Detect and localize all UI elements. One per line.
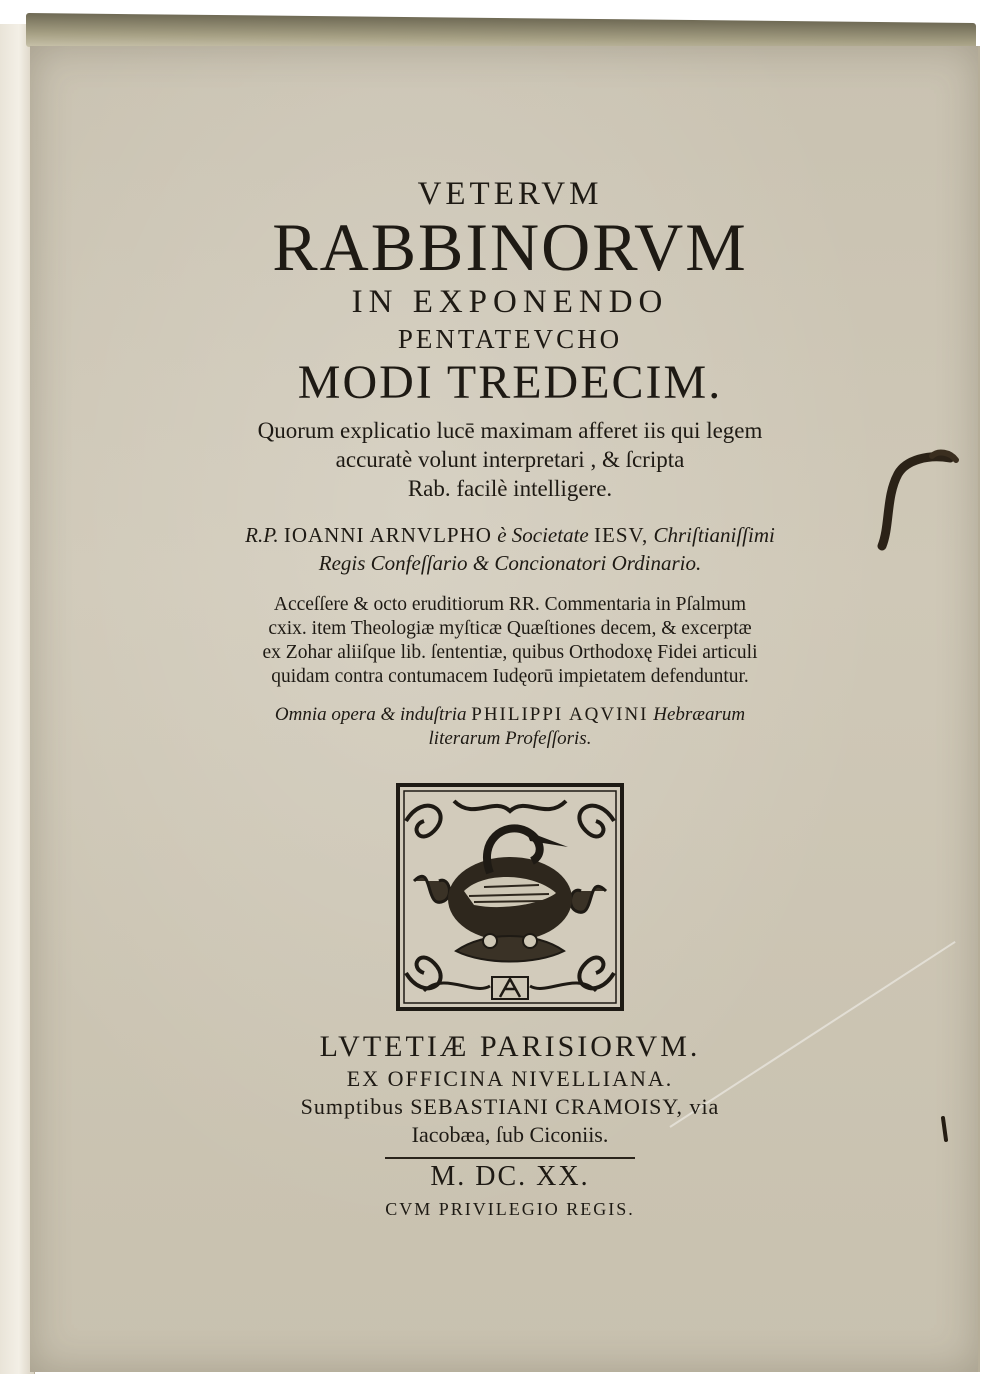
printer-device-woodcut xyxy=(394,781,626,1013)
dedication-christianissimi: Chriſtianiſſimi xyxy=(653,523,775,547)
title-line-rabbinorum: RABBINORVM xyxy=(272,209,748,285)
imprint-year: M. DC. XX. xyxy=(430,1161,590,1192)
description-line: Quorum explicatio lucē maximam afferet iis qui legem xyxy=(257,418,763,443)
dedication-block xyxy=(160,521,860,577)
dedication-line-2: Regis Confeſſario & Concionatori Ordinario. xyxy=(318,551,702,575)
title-page-text xyxy=(160,166,860,1221)
ink-tick-mark xyxy=(938,1116,952,1144)
title-page xyxy=(30,46,980,1372)
editor-credit-prefix: Omnia opera & induſtria xyxy=(274,704,467,725)
imprint-city: LVTETIÆ PARISIORVM. xyxy=(319,1030,701,1063)
dedication-iesu: IESV, xyxy=(594,523,649,547)
imprint-rule xyxy=(385,1157,635,1159)
accessere-line: Acceſſere & octo eruditiorum RR. Commentaria in Pſalmum xyxy=(273,594,747,615)
editor-credit-suffix: Hebræarum xyxy=(653,704,746,725)
title-line-in-exponendo: IN EXPONENDO xyxy=(351,284,669,320)
description-block xyxy=(160,416,860,503)
description-line: Rab. facilè intelligere. xyxy=(407,476,613,501)
accessere-block xyxy=(160,593,860,689)
editor-credit xyxy=(160,703,860,751)
imprint-street: Iacobæa, ſub Ciconiis. xyxy=(411,1122,609,1147)
editor-credit-line-2: literarum Profeſſoris. xyxy=(428,728,592,749)
title-line-veterum: VETERVM xyxy=(417,176,603,212)
imprint-privilege: CVM PRIVILEGIO REGIS. xyxy=(385,1199,635,1219)
description-line: accuratè volunt interpretari , & ſcripta xyxy=(335,447,685,472)
imprint-officina: EX OFFICINA NIVELLIANA. xyxy=(346,1066,674,1091)
dedication-society: è Societate xyxy=(497,523,589,547)
ink-stain-mark xyxy=(872,446,962,556)
pelican-woodcut-icon xyxy=(394,781,626,1013)
title-line-pentateucho: PENTATEVCHO xyxy=(397,324,623,354)
title-line-modi-tredecim: MODI TREDECIM. xyxy=(297,356,723,409)
accessere-line: quidam contra contumacem Iudęorū impietatem defenduntur. xyxy=(271,666,749,687)
accessere-line: ex Zohar aliiſque lib. ſententiæ, quibus Orthodoxę Fidei articuli xyxy=(262,642,758,663)
editor-name: PHILIPPI AQVINI xyxy=(471,704,649,725)
dedication-prefix: R.P. xyxy=(245,523,279,547)
dedicatee-name: IOANNI ARNVLPHO xyxy=(283,523,492,547)
accessere-line: cxix. item Theologiæ myſticæ Quæſtiones decem, & excerptæ xyxy=(268,618,752,639)
imprint-sumptibus: Sumptibus SEBASTIANI CRAMOISY, via xyxy=(300,1094,720,1119)
